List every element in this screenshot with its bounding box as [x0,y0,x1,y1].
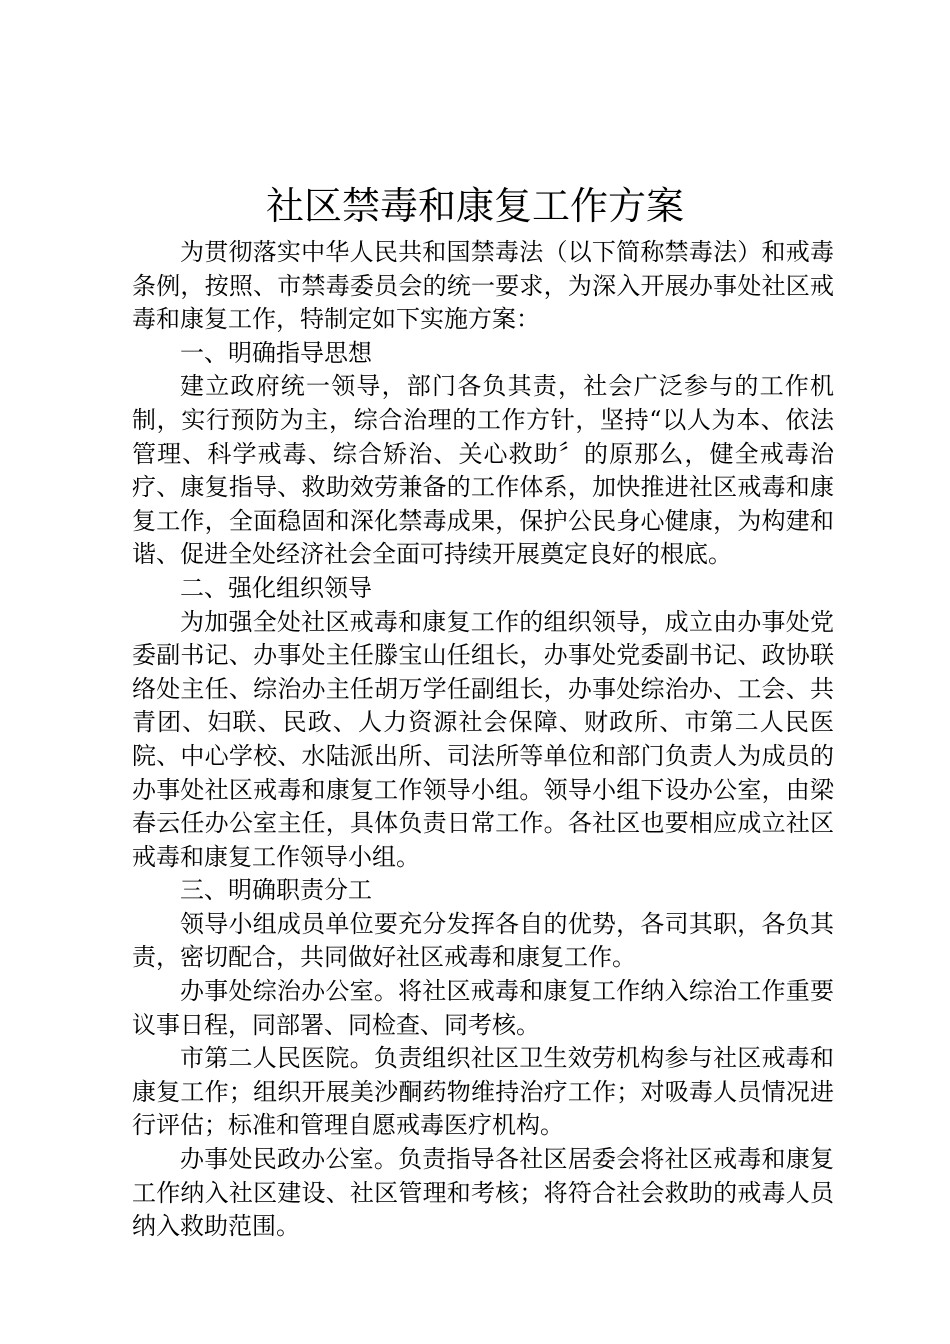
paragraph-responsibilities: 领导小组成员单位要充分发挥各自的优势，各司其职，各负其责，密切配合，共同做好社区戒毒和康复工作。 [132,909,834,972]
paragraph-hospital: 市第二人民医院。负责组织社区卫生效劳机构参与社区戒毒和康复工作；组织开展美沙酮药物维持治疗工作；对吸毒人员情况进行评估；标准和管理自愿戒毒医疗机构。 [132,1044,834,1140]
paragraph-organization: 为加强全处社区戒毒和康复工作的组织领导，成立由办事处党委副书记、办事处主任滕宝山任组长，办事处党委副书记、政协联络处主任、综治办主任胡万学任副组长，办事处综治办、工会、共青团、妇联、民政、人力资源社会保障、财政所、市第二人民医院、中心学校、水陆派出所、司法所等单位和部门负责人为成员的办事处社区戒毒和康复工作领导小组。领导小组下设办公室，由梁春云任办公室主任，具体负责日常工作。各社区也要相应成立社区戒毒和康复工作领导小组。 [132,607,834,871]
paragraph-intro: 为贯彻落实中华人民共和国禁毒法（以下简称禁毒法）和戒毒条例，按照、市禁毒委员会的统一要求，为深入开展办事处社区戒毒和康复工作，特制定如下实施方案： [132,238,834,334]
paragraph-guiding-thought: 建立政府统一领导，部门各负其责，社会广泛参与的工作机制，实行预防为主，综合治理的工作方针，坚持“以人为本、依法管理、科学戒毒、综合矫治、关心救助〞的原那么，健全戒毒治疗、康复指导、救助效劳兼备的工作体系，加快推进社区戒毒和康复工作，全面稳固和深化禁毒成果，保护公民身心健康，为构建和谐、促进全处经济社会全面可持续开展奠定良好的根底。 [132,372,834,569]
document-title: 社区禁毒和康复工作方案 [265,184,684,228]
paragraph-civil-affairs: 办事处民政办公室。负责指导各社区居委会将社区戒毒和康复工作纳入社区建设、社区管理和考核；将符合社会救助的戒毒人员纳入救助范围。 [132,1145,834,1241]
section-heading-3: 三、明确职责分工 [180,876,372,905]
section-heading-1: 一、明确指导思想 [180,338,372,367]
section-heading-2: 二、强化组织领导 [180,573,372,602]
paragraph-comprehensive-office: 办事处综治办公室。将社区戒毒和康复工作纳入综治工作重要议事日程，同部署、同检查、同考核。 [132,977,834,1039]
document-body [132,236,834,1244]
